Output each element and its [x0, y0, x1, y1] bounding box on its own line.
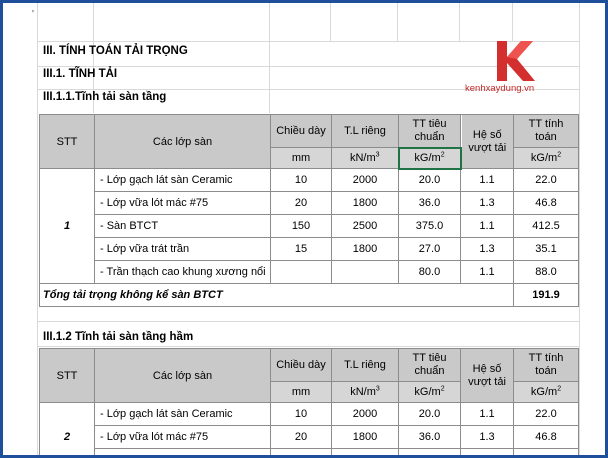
- unit-density-base: kN/m: [350, 386, 376, 398]
- unit-density: [332, 382, 399, 403]
- unit-standard-selected-cell[interactable]: [399, 148, 461, 169]
- header-coefficient: [461, 115, 514, 169]
- unit-standard-exp: 2: [440, 385, 445, 393]
- unit-density: [332, 148, 399, 169]
- standard-load-cell[interactable]: 80.0: [399, 261, 461, 284]
- header-density: T.L riêng: [332, 349, 399, 382]
- header-coefficient-line1: Hệ số: [472, 128, 502, 141]
- table-row: [40, 192, 579, 215]
- gridline: [37, 346, 579, 347]
- header-coefficient-line1: Hệ số: [472, 362, 502, 375]
- gridline: [269, 3, 270, 113]
- gridline: [397, 3, 398, 41]
- thickness-cell[interactable]: 150: [271, 215, 332, 238]
- thickness-cell[interactable]: 20: [271, 192, 332, 215]
- gridline: [579, 3, 580, 455]
- table2-heading: III.1.2 Tĩnh tải sàn tầng hầm: [43, 331, 194, 343]
- calculated-load-cell[interactable]: 88.0: [514, 261, 579, 284]
- unit-calculated-base: kG/m: [530, 386, 558, 398]
- calculated-load-cell[interactable]: 412.5: [514, 215, 579, 238]
- subsection-heading: III.1. TĨNH TẢI: [43, 68, 118, 80]
- standard-load-cell[interactable]: 375.0: [399, 215, 461, 238]
- stt-cell[interactable]: 2: [40, 403, 95, 458]
- layer-name[interactable]: - Lớp vữa trát trần: [95, 238, 271, 261]
- layer-name[interactable]: - Lớp gạch lát sàn Ceramic: [95, 169, 271, 192]
- load-table-floor: [39, 114, 579, 307]
- standard-load-cell[interactable]: 36.0: [399, 192, 461, 215]
- calculated-load-cell[interactable]: 46.8: [514, 426, 579, 449]
- stt-cell[interactable]: 1: [40, 169, 95, 284]
- coefficient-cell[interactable]: 1.1: [461, 403, 514, 426]
- table-row: [40, 261, 579, 284]
- thickness-cell[interactable]: [271, 449, 332, 458]
- header-calculated-line2: toán: [535, 365, 557, 377]
- unit-calculated-exp: 2: [557, 151, 562, 159]
- header-thickness: Chiều dày: [271, 115, 332, 148]
- layer-name[interactable]: - Lớp vữa lót mác #75: [95, 426, 271, 449]
- standard-load-cell[interactable]: 27.0: [399, 238, 461, 261]
- header-stt: STT: [40, 115, 95, 169]
- unit-standard: [399, 382, 461, 403]
- section-heading: III. TÍNH TOÁN TẢI TRỌNG: [43, 45, 188, 57]
- unit-density-exp: 3: [375, 151, 380, 159]
- density-cell[interactable]: 2500: [332, 215, 399, 238]
- header-standard: [399, 349, 461, 382]
- header-coefficient-line2: vượt tải: [468, 375, 506, 388]
- total-row: [40, 284, 579, 307]
- coefficient-cell[interactable]: 1.1: [461, 215, 514, 238]
- logo-text: kenhxaydung.vn: [465, 83, 535, 94]
- load-table-basement: [39, 348, 579, 458]
- header-calculated: [514, 349, 579, 382]
- density-cell[interactable]: 1800: [332, 192, 399, 215]
- header-layers: Các lớp sàn: [95, 115, 271, 169]
- table-row: [40, 403, 579, 426]
- header-standard: [399, 115, 461, 148]
- coefficient-cell[interactable]: 1.3: [461, 238, 514, 261]
- coefficient-cell[interactable]: [461, 449, 514, 458]
- gridline: [37, 321, 579, 322]
- header-calculated: [514, 115, 579, 148]
- gridline: [37, 3, 38, 455]
- header-calculated-line2: toán: [535, 131, 557, 143]
- header-standard-line2: chuẩn: [414, 365, 445, 377]
- unit-calculated-exp: 2: [557, 385, 562, 393]
- calculated-load-cell[interactable]: [514, 449, 579, 458]
- total-value[interactable]: 191.9: [514, 284, 579, 307]
- unit-calculated: [514, 148, 579, 169]
- coefficient-cell[interactable]: 1.3: [461, 192, 514, 215]
- thickness-cell[interactable]: 15: [271, 238, 332, 261]
- unit-standard-base: kG/m: [414, 386, 441, 398]
- standard-load-cell[interactable]: 20.0: [399, 169, 461, 192]
- coefficient-cell[interactable]: 1.3: [461, 426, 514, 449]
- cell-marker: ': [32, 9, 34, 20]
- layer-name[interactable]: [95, 449, 271, 458]
- calculated-load-cell[interactable]: 22.0: [514, 403, 579, 426]
- standard-load-cell[interactable]: 36.0: [399, 426, 461, 449]
- thickness-cell[interactable]: 10: [271, 403, 332, 426]
- thickness-cell[interactable]: 10: [271, 169, 332, 192]
- header-thickness: Chiều dày: [271, 349, 332, 382]
- table-row: [40, 169, 579, 192]
- density-cell[interactable]: [332, 449, 399, 458]
- total-label[interactable]: Tổng tải trọng không kể sàn BTCT: [40, 284, 514, 307]
- calculated-load-cell[interactable]: 46.8: [514, 192, 579, 215]
- unit-thickness: mm: [271, 148, 332, 169]
- unit-standard-base: kG/m: [414, 152, 441, 164]
- thickness-cell[interactable]: [271, 261, 332, 284]
- layer-name[interactable]: - Lớp gạch lát sàn Ceramic: [95, 403, 271, 426]
- unit-calculated-base: kG/m: [530, 152, 558, 164]
- layer-name[interactable]: - Trần thạch cao khung xương nổi: [95, 261, 271, 284]
- gridline: [330, 3, 331, 41]
- header-standard-line1: TT tiêu: [412, 352, 447, 364]
- header-calculated-line1: TT tính: [528, 352, 564, 364]
- layer-name[interactable]: - Sàn BTCT: [95, 215, 271, 238]
- unit-density-exp: 3: [375, 385, 380, 393]
- unit-calculated: [514, 382, 579, 403]
- standard-load-cell[interactable]: 20.0: [399, 403, 461, 426]
- unit-standard-exp: 2: [440, 151, 445, 159]
- header-density: T.L riêng: [332, 115, 399, 148]
- table-row: [40, 426, 579, 449]
- header-stt: STT: [40, 349, 95, 403]
- calculated-load-cell[interactable]: 35.1: [514, 238, 579, 261]
- coefficient-cell[interactable]: 1.1: [461, 169, 514, 192]
- table-row-partial: [40, 449, 579, 458]
- header-standard-line2: chuẩn: [414, 130, 445, 143]
- header-coefficient: [461, 349, 514, 403]
- kenhxaydung-logo: [483, 39, 539, 83]
- thickness-cell[interactable]: 20: [271, 426, 332, 449]
- header-standard-line1: TT tiêu: [412, 117, 447, 130]
- standard-load-cell[interactable]: [399, 449, 461, 458]
- density-cell[interactable]: 1800: [332, 238, 399, 261]
- density-cell[interactable]: [332, 261, 399, 284]
- gridline: [512, 3, 513, 41]
- header-calculated-line1: TT tính: [528, 118, 564, 130]
- header-layers: Các lớp sàn: [95, 349, 271, 403]
- gridline: [459, 3, 460, 41]
- layer-name[interactable]: - Lớp vữa lót mác #75: [95, 192, 271, 215]
- table-row: [40, 215, 579, 238]
- table-row: [40, 238, 579, 261]
- table1-heading: III.1.1.Tĩnh tải sàn tầng: [43, 91, 167, 103]
- density-cell[interactable]: 2000: [332, 403, 399, 426]
- density-cell[interactable]: 1800: [332, 426, 399, 449]
- coefficient-cell[interactable]: 1.1: [461, 261, 514, 284]
- header-coefficient-line2: vượt tải: [468, 141, 507, 154]
- calculated-load-cell[interactable]: 22.0: [514, 169, 579, 192]
- density-cell[interactable]: 2000: [332, 169, 399, 192]
- unit-thickness: mm: [271, 382, 332, 403]
- unit-density-base: kN/m: [349, 152, 376, 164]
